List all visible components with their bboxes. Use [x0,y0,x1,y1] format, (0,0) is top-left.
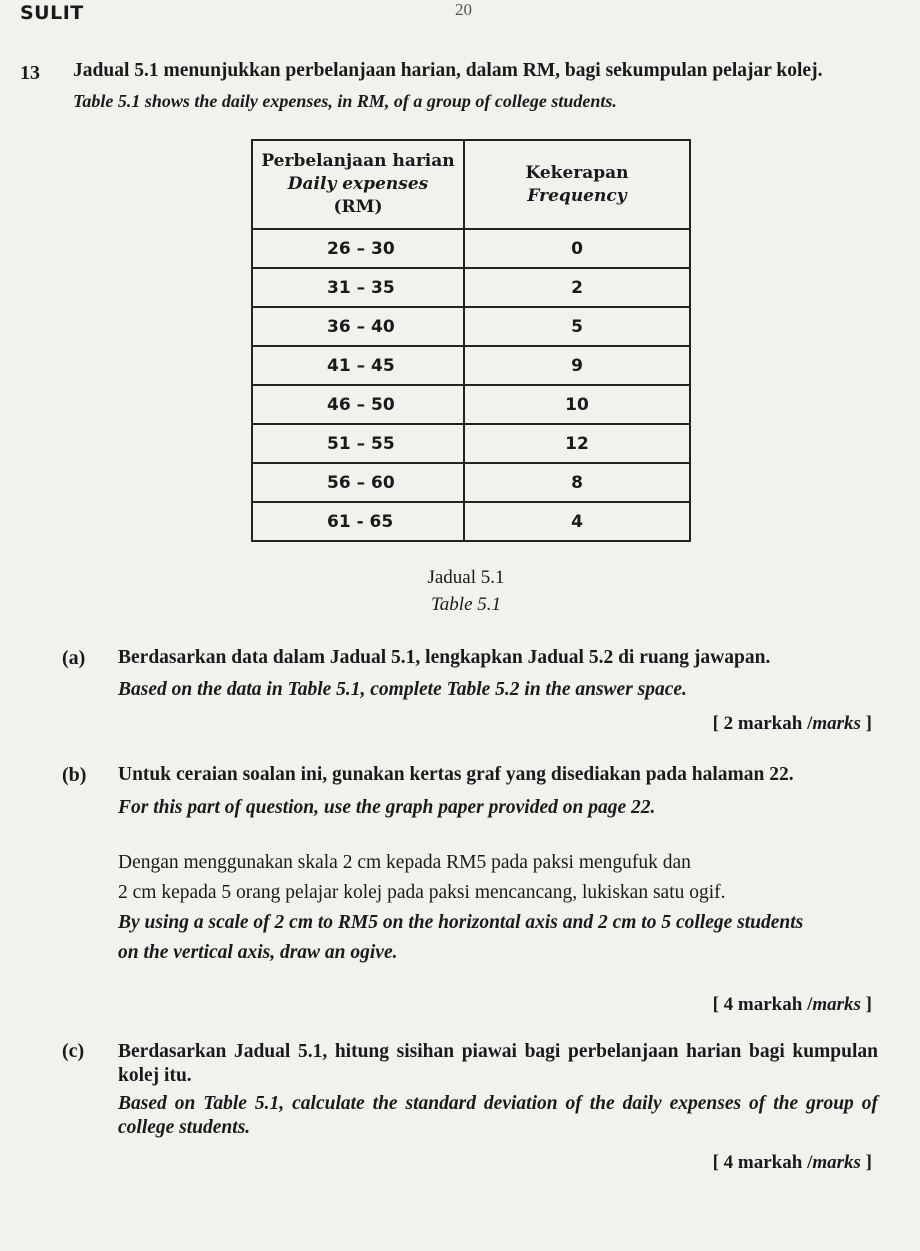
frequency-cell: 0 [464,229,690,268]
table-header-row [252,140,690,229]
header-frequency [464,140,690,229]
part-b-text2-en-line2: on the vertical axis, draw an ogive. [118,942,398,963]
marks-en: marks [812,713,861,734]
range-cell: 51 – 55 [252,424,464,463]
part-c-label: (c) [62,1040,85,1062]
marks-ms: [ 4 markah / [712,1152,813,1173]
marks-ms: [ 2 markah / [712,713,813,734]
marks-en: marks [812,994,861,1015]
part-c-text-en: Based on Table 5.1, calculate the standard deviation of the daily expenses of the group of college students. [118,1093,878,1138]
table-caption-en: Table 5.1 [430,594,502,615]
frequency-table [251,139,691,542]
table-row [252,502,690,541]
frequency-cell: 12 [464,424,690,463]
part-b-text2-en-line1: By using a scale of 2 cm to RM5 on the horizontal axis and 2 cm to 5 college students [118,912,804,933]
question-intro-en: Table 5.1 shows the daily expenses, in RM, of a group of college students. [73,91,617,111]
range-cell: 56 – 60 [252,463,464,502]
table-row [252,463,690,502]
page-number: 20 [455,0,472,19]
part-c-marks [713,1152,872,1174]
table-row [252,346,690,385]
range-cell: 41 – 45 [252,346,464,385]
header-daily-expenses [252,140,464,229]
header-frequency-en: Frequency [527,185,627,206]
part-a-marks [713,713,872,735]
table-row [252,307,690,346]
part-b-text1-en: For this part of question, use the graph paper provided on page 22. [118,797,656,818]
part-b-text2-ms-line2: 2 cm kepada 5 orang pelajar kolej pada paksi mencancang, lukiskan satu ogif. [118,882,726,903]
part-c-text-ms: Berdasarkan Jadual 5.1, hitung sisihan piawai bagi perbelanjaan harian bagi kumpulan kolej itu. [118,1041,878,1086]
header-daily-expenses-en: Daily expenses [287,174,429,194]
table-caption-ms: Jadual 5.1 [427,567,505,588]
range-cell: 61 - 65 [252,502,464,541]
marks-close: ] [860,994,872,1015]
header-daily-expenses-ms: Perbelanjaan harian [261,151,455,171]
frequency-cell: 10 [464,385,690,424]
question-number: 13 [20,62,40,84]
frequency-cell: 4 [464,502,690,541]
part-a-text-en: Based on the data in Table 5.1, complete Table 5.2 in the answer space. [118,679,687,700]
table-row [252,385,690,424]
marks-close: ] [860,713,872,734]
marks-ms: [ 4 markah / [712,994,813,1015]
range-cell: 36 – 40 [252,307,464,346]
part-b-marks [713,994,872,1016]
table-row [252,424,690,463]
range-cell: 26 – 30 [252,229,464,268]
frequency-cell: 2 [464,268,690,307]
range-cell: 46 – 50 [252,385,464,424]
table-row [252,229,690,268]
part-b-text2-ms-line1: Dengan menggunakan skala 2 cm kepada RM5 pada paksi mengufuk dan [118,852,691,873]
part-b-label: (b) [62,764,87,786]
range-cell: 31 – 35 [252,268,464,307]
frequency-cell: 8 [464,463,690,502]
part-b-text1-ms: Untuk ceraian soalan ini, gunakan kertas graf yang disediakan pada halaman 22. [118,764,794,785]
question-intro-ms: Jadual 5.1 menunjukkan perbelanjaan harian, dalam RM, bagi sekumpulan pelajar kolej. [73,60,823,81]
marks-close: ] [860,1152,872,1173]
part-a-label: (a) [62,647,86,669]
part-a-text-ms: Berdasarkan data dalam Jadual 5.1, lengkapkan Jadual 5.2 di ruang jawapan. [118,647,771,668]
marks-en: marks [812,1152,861,1173]
header-frequency-ms: Kekerapan [525,162,629,183]
header-daily-expenses-unit: (RM) [333,197,383,217]
frequency-cell: 5 [464,307,690,346]
classification-label: SULIT [20,2,84,24]
frequency-cell: 9 [464,346,690,385]
table-row [252,268,690,307]
